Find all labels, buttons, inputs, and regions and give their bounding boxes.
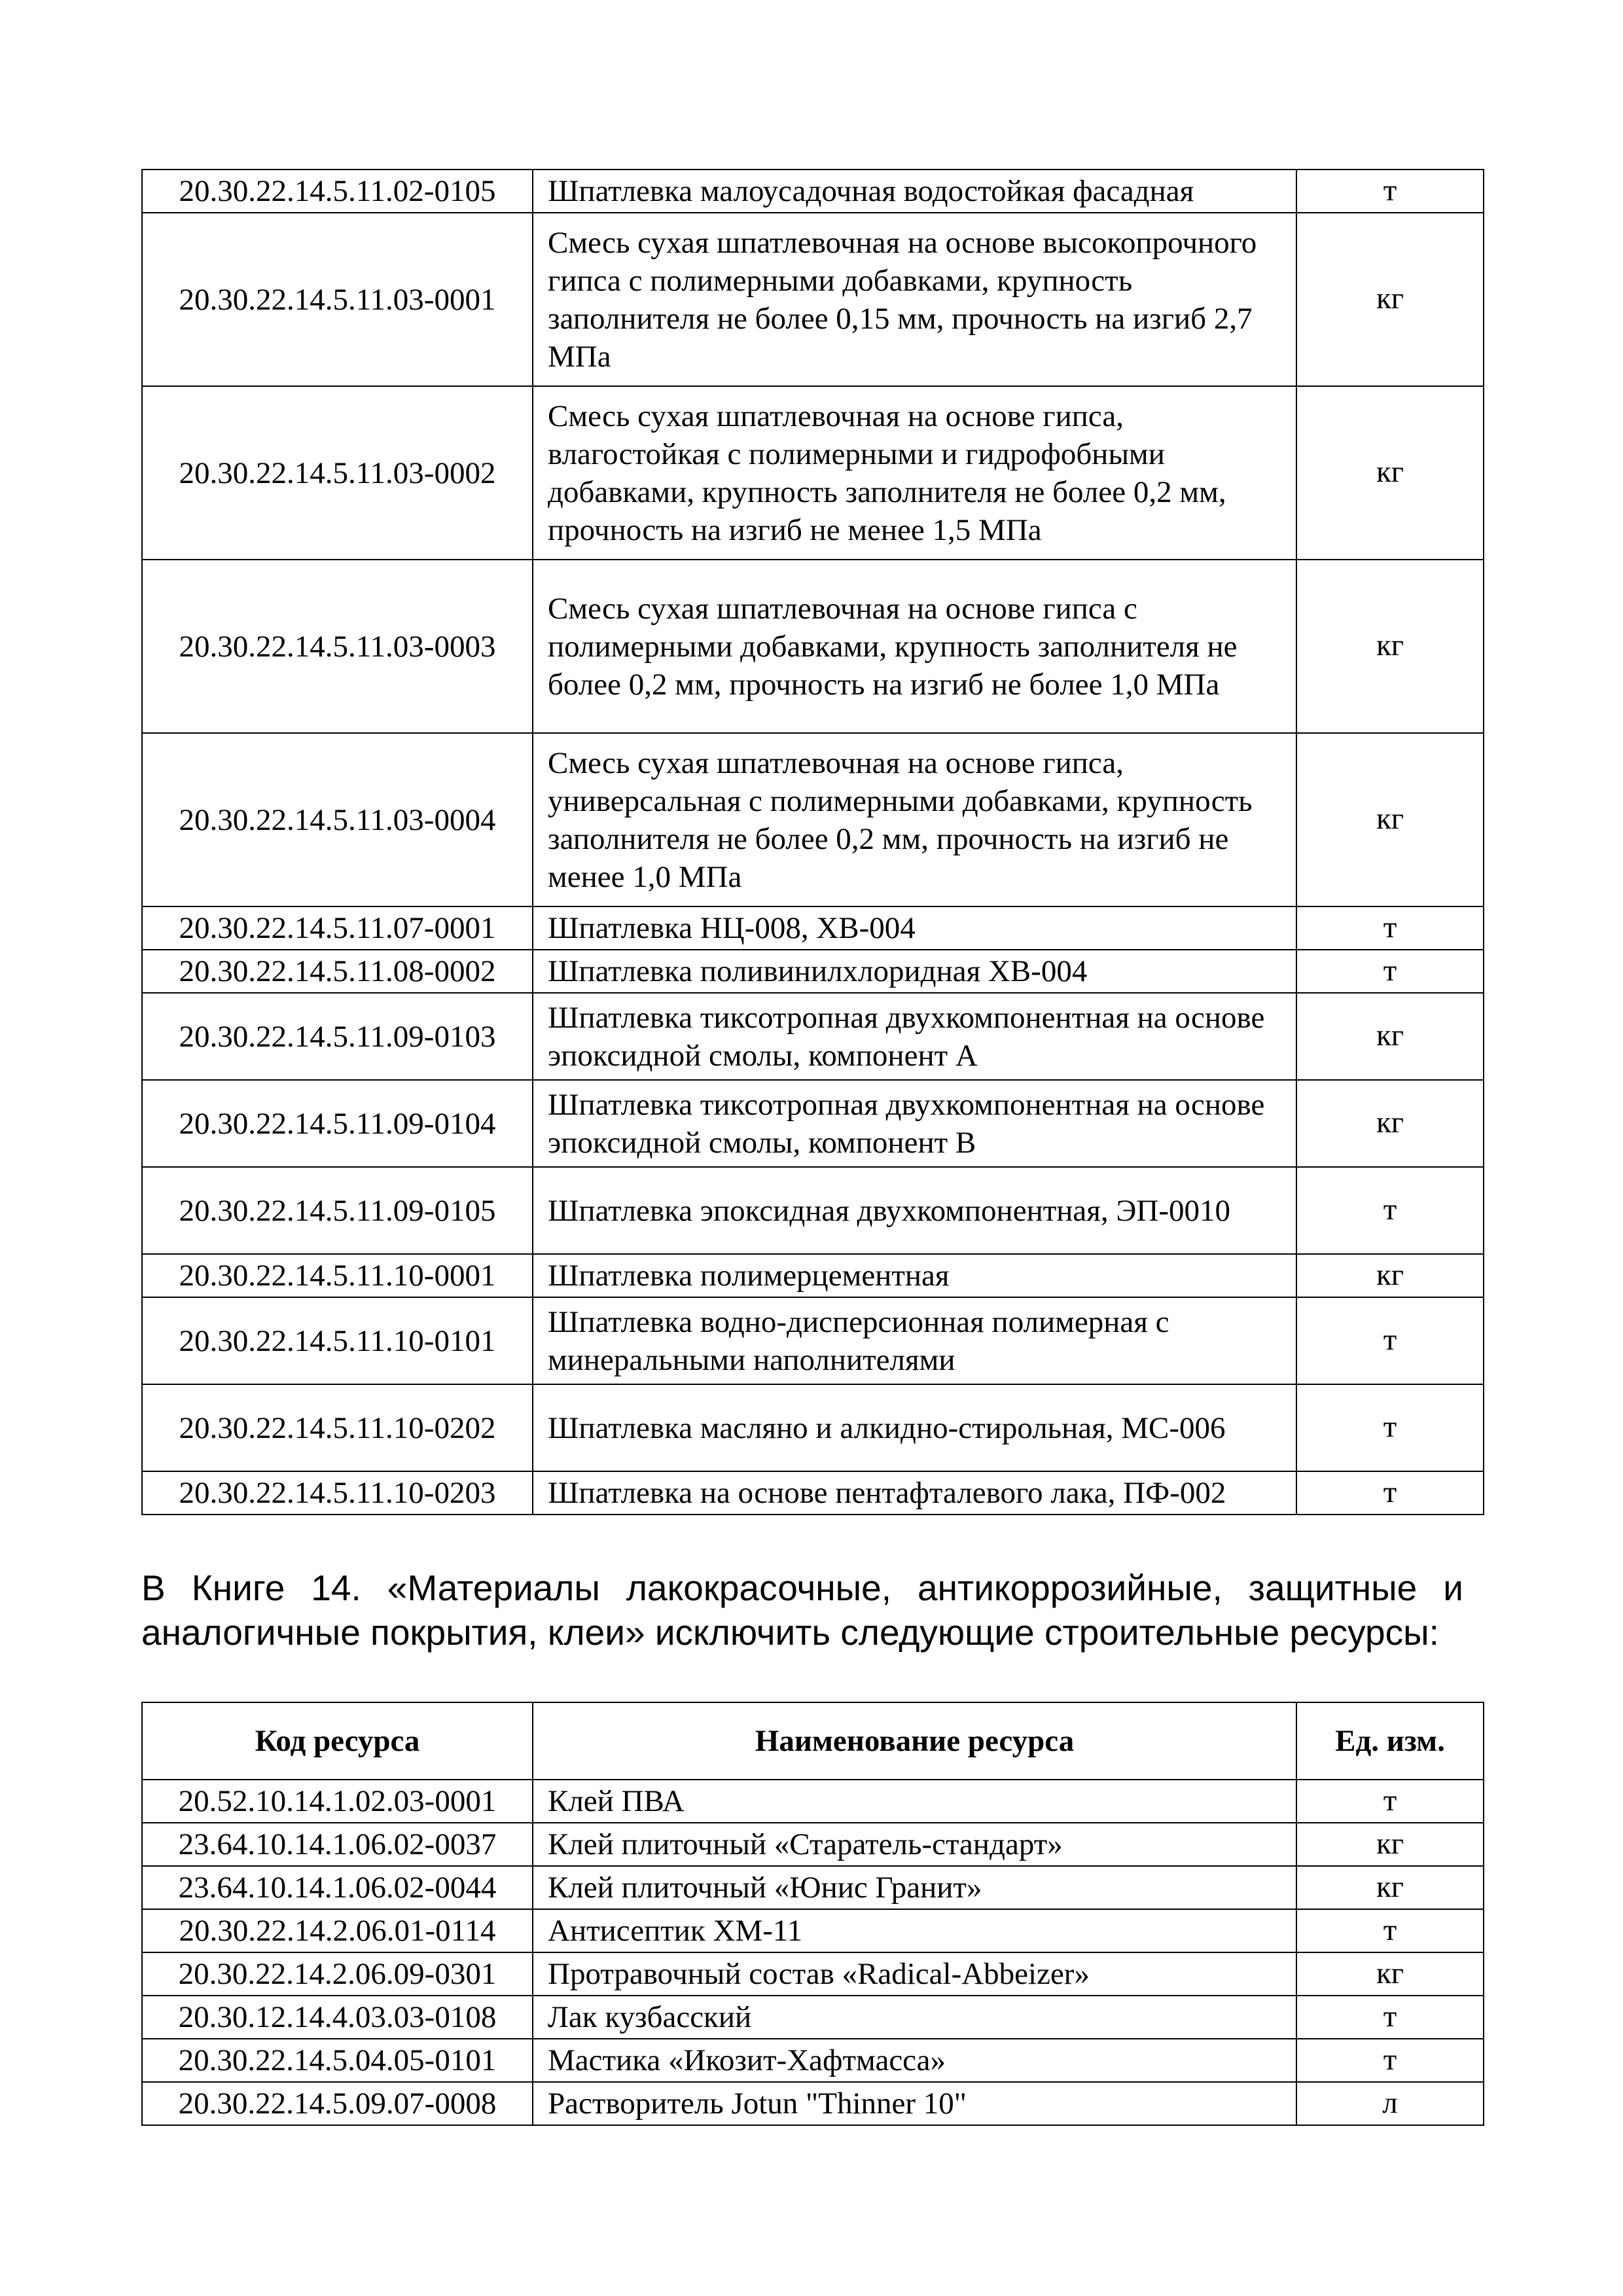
resource-code: 20.30.22.14.5.11.03-0003 xyxy=(142,560,533,733)
resource-name: Шпатлевка на основе пентафталевого лака, ПФ-002 xyxy=(533,1471,1296,1515)
resource-name: Клей плиточный «Старатель-стандарт» xyxy=(533,1823,1296,1866)
header-unit: Ед. изм. xyxy=(1296,1702,1484,1780)
table-row xyxy=(142,1996,1484,2039)
resource-unit: т xyxy=(1296,2039,1484,2082)
table-row xyxy=(142,1471,1484,1515)
resource-code: 20.30.22.14.5.11.09-0103 xyxy=(142,993,533,1080)
table-row xyxy=(142,1780,1484,1823)
table-row xyxy=(142,733,1484,906)
resource-unit: кг xyxy=(1296,993,1484,1080)
resource-code: 20.30.22.14.5.11.10-0203 xyxy=(142,1471,533,1515)
resource-code: 23.64.10.14.1.06.02-0037 xyxy=(142,1823,533,1866)
resource-name: Шпатлевка тиксотропная двухкомпонентная на основе эпоксидной смолы, компонент В xyxy=(533,1080,1296,1167)
resource-code: 20.30.22.14.5.11.03-0001 xyxy=(142,213,533,386)
header-code: Код ресурса xyxy=(142,1702,533,1780)
resource-code: 20.30.22.14.5.11.07-0001 xyxy=(142,906,533,950)
resource-code: 20.30.22.14.5.11.03-0004 xyxy=(142,733,533,906)
resource-code: 20.30.22.14.5.11.08-0002 xyxy=(142,950,533,993)
resource-code: 20.30.22.14.5.11.02-0105 xyxy=(142,170,533,213)
resource-name: Клей плиточный «Юнис Гранит» xyxy=(533,1866,1296,1909)
table-row xyxy=(142,906,1484,950)
resource-name: Клей ПВА xyxy=(533,1780,1296,1823)
resource-unit: кг xyxy=(1296,386,1484,560)
resource-name: Шпатлевка НЦ-008, ХВ-004 xyxy=(533,906,1296,950)
resource-code: 20.30.22.14.2.06.01-0114 xyxy=(142,1909,533,1952)
table-row xyxy=(142,1952,1484,1996)
table-row xyxy=(142,1866,1484,1909)
table-row xyxy=(142,1167,1484,1254)
resource-name: Смесь сухая шпатлевочная на основе гипса с полимерными добавками, крупность заполнителя не более 0,2 мм, прочность на изгиб не более 1,0 МПа xyxy=(533,560,1296,733)
table-row xyxy=(142,950,1484,993)
resource-unit: т xyxy=(1296,1297,1484,1384)
resource-name: Шпатлевка полимерцементная xyxy=(533,1254,1296,1297)
table-row xyxy=(142,170,1484,213)
resource-unit: т xyxy=(1296,1780,1484,1823)
table-row xyxy=(142,1254,1484,1297)
header-row xyxy=(142,1702,1484,1780)
resource-code: 20.30.22.14.5.11.10-0101 xyxy=(142,1297,533,1384)
resource-code: 20.30.12.14.4.03.03-0108 xyxy=(142,1996,533,2039)
resource-unit: кг xyxy=(1296,733,1484,906)
resource-unit: кг xyxy=(1296,1080,1484,1167)
resource-unit: т xyxy=(1296,170,1484,213)
table-header xyxy=(142,1702,1484,1780)
table-row xyxy=(142,1823,1484,1866)
resources-table-body xyxy=(142,170,1484,1515)
resource-name: Шпатлевка масляно и алкидно-стирольная, МС-006 xyxy=(533,1384,1296,1471)
resource-unit: т xyxy=(1296,1471,1484,1515)
resource-unit: т xyxy=(1296,1167,1484,1254)
resource-name: Смесь сухая шпатлевочная на основе гипса, влагостойкая с полимерными и гидрофобными добавками, крупность заполнителя не более 0,2 мм, прочность на изгиб не менее 1,5 МПа xyxy=(533,386,1296,560)
resource-unit: кг xyxy=(1296,560,1484,733)
resource-unit: т xyxy=(1296,1384,1484,1471)
resource-name: Лак кузбасский xyxy=(533,1996,1296,2039)
resource-unit: кг xyxy=(1296,1823,1484,1866)
resource-unit: кг xyxy=(1296,1254,1484,1297)
resource-code: 23.64.10.14.1.06.02-0044 xyxy=(142,1866,533,1909)
resource-code: 20.30.22.14.2.06.09-0301 xyxy=(142,1952,533,1996)
resource-unit: кг xyxy=(1296,1866,1484,1909)
resource-unit: л xyxy=(1296,2082,1484,2125)
resource-unit: кг xyxy=(1296,1952,1484,1996)
resource-code: 20.30.22.14.5.09.07-0008 xyxy=(142,2082,533,2125)
excluded-resources-table xyxy=(141,1702,1484,2126)
resources-table-continued xyxy=(141,169,1484,1515)
resource-unit: т xyxy=(1296,950,1484,993)
resource-code: 20.30.22.14.5.11.09-0104 xyxy=(142,1080,533,1167)
resource-code: 20.30.22.14.5.11.03-0002 xyxy=(142,386,533,560)
table-row xyxy=(142,1297,1484,1384)
resource-name: Шпатлевка водно-дисперсионная полимерная с минеральными наполнителями xyxy=(533,1297,1296,1384)
table-row xyxy=(142,1384,1484,1471)
resource-name: Шпатлевка эпоксидная двухкомпонентная, ЭП-0010 xyxy=(533,1167,1296,1254)
table-row xyxy=(142,2039,1484,2082)
resource-name: Антисептик ХМ-11 xyxy=(533,1909,1296,1952)
table-row xyxy=(142,213,1484,386)
resource-name: Шпатлевка малоусадочная водостойкая фасадная xyxy=(533,170,1296,213)
resource-unit: т xyxy=(1296,1909,1484,1952)
resource-code: 20.30.22.14.5.11.10-0001 xyxy=(142,1254,533,1297)
resource-code: 20.30.22.14.5.11.09-0105 xyxy=(142,1167,533,1254)
table-row xyxy=(142,1080,1484,1167)
resource-code: 20.30.22.14.5.11.10-0202 xyxy=(142,1384,533,1471)
resource-name: Шпатлевка тиксотропная двухкомпонентная на основе эпоксидной смолы, компонент А xyxy=(533,993,1296,1080)
resource-name: Мастика «Икозит-Хафтмасса» xyxy=(533,2039,1296,2082)
exclusion-paragraph: В Книге 14. «Материалы лакокрасочные, антикоррозийные, защитные и аналогичные покрытия, клеи» исключить следующие строительные ресурсы: xyxy=(141,1568,1463,1653)
resource-name: Растворитель Jotun "Thinner 10" xyxy=(533,2082,1296,2125)
table-row xyxy=(142,993,1484,1080)
resource-code: 20.52.10.14.1.02.03-0001 xyxy=(142,1780,533,1823)
resource-code: 20.30.22.14.5.04.05-0101 xyxy=(142,2039,533,2082)
resource-name: Смесь сухая шпатлевочная на основе высокопрочного гипса с полимерными добавками, крупность заполнителя не более 0,15 мм, прочность на изгиб 2,7 МПа xyxy=(533,213,1296,386)
resource-name: Шпатлевка поливинилхлоридная ХВ-004 xyxy=(533,950,1296,993)
table-row xyxy=(142,560,1484,733)
resource-unit: т xyxy=(1296,1996,1484,2039)
excluded-table-body xyxy=(142,1780,1484,2125)
resource-unit: т xyxy=(1296,906,1484,950)
resource-name: Смесь сухая шпатлевочная на основе гипса, универсальная с полимерными добавками, крупность заполнителя не более 0,2 мм, прочность на изгиб не менее 1,0 МПа xyxy=(533,733,1296,906)
resource-name: Протравочный состав «Radical-Abbeizer» xyxy=(533,1952,1296,1996)
table-row xyxy=(142,386,1484,560)
resource-unit: кг xyxy=(1296,213,1484,386)
header-name: Наименование ресурса xyxy=(533,1702,1296,1780)
table-row xyxy=(142,2082,1484,2125)
table-row xyxy=(142,1909,1484,1952)
